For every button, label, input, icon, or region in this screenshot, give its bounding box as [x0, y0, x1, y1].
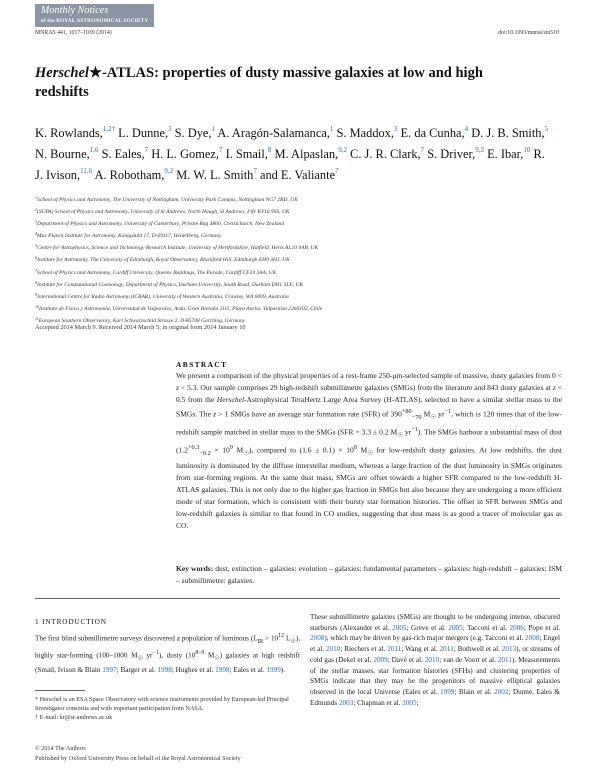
intro-right-column: These submillimetre galaxies (SMGs) are thought to be undergoing intense, obscured starbursts (Alexander et al. 2005; Greve et al. 2005; Tacconi et al. 2006; Pope et al. 2008), which may be driven by gas-rich major mergers (e.g. Tacconi et al. 2008; Engel et al. 2010; Riechers et al. 2011; Wang et al. 2011; Bothwell et al. 2013), or streams of cold gas (Dekel et al. 2009; Davé et al. 2010; van de Voort et al. 2011). Measurements of the stellar masses, star formation histories (SFHs) and clustering properties of SMGs indicate that they may be the progenitors of massive elliptical galaxies observed in the local Universe (Eales et al. 1999; Blain et al. 2002; Dunne, Eales & Edmunds 2003; Chapman et al. 2005;: [310, 613, 560, 707]
affiliation-text: International Centre for Radio Astronomy (ICRAR), University of Western Australia, Crawley, WA 6009, Australia: [37, 293, 289, 300]
intro-left-column: The first blind submillimetre surveys discovered a population of luminous ($L_{IR} > 10^{12}$ $L_☉$), highly star-forming (100–1000 $M_☉$ $yr^{-1}$), dusty (10$^{8-9}$ $M_☉$) galaxies at high redshift (Smail, Ivison & Blain 1997; Barger et al. 1998; Hughes et al. 1998; Eales et al. 1999).: [35, 633, 300, 675]
author-name: E. da Cunha,: [397, 126, 465, 140]
author-name: I. Smail,: [222, 147, 268, 162]
author-name: A. Robotham,: [92, 168, 165, 183]
journal-logo-subtitle: of the ROYAL ASTRONOMICAL SOCIETY: [41, 18, 149, 24]
copyright-line-2: Published by Oxford University Press on behalf of the Royal Astronomical Society: [35, 754, 241, 762]
author-name: N. Bourne,: [35, 147, 90, 162]
affiliation-text: Department of Physics and Astronomy, University of Canterbury, Private Bag 4800, Christchurch, New Zealand: [37, 221, 285, 228]
author-name: C. J. R. Clark,: [346, 147, 421, 162]
accepted-dates: Accepted 2014 March 9. Received 2014 March 5; in original form 2014 January 10: [35, 324, 246, 331]
copyright: [35, 744, 241, 763]
copyright-line-1: © 2014 The Authors: [35, 745, 86, 752]
doi[interactable]: doi:10.1093/mnras/stu510: [498, 30, 559, 36]
affiliation-text: Institute for Astronomy, The University of Edinburgh, Royal Observatory, Blackford Hill, Edinburgh EH9 3HJ, UK: [37, 257, 290, 264]
title-herschel: Herschel: [35, 65, 89, 81]
citation: MNRAS 441, 1017–1039 (2014): [35, 30, 112, 36]
affiliation-line: [35, 229, 560, 241]
affiliation-text: Centre for Astrophysics, Science and Technology Research Institute, University of Hertfordshire, Hatfield, Herts AL10 9AB, UK: [37, 245, 319, 252]
affiliation-line: [35, 253, 560, 265]
affiliation-number: 2: [35, 207, 37, 213]
affiliation-number: 3: [35, 219, 37, 225]
author-affiliation-marker[interactable]: 7: [144, 146, 149, 155]
author-affiliation-marker[interactable]: 1,2†: [102, 125, 116, 133]
affiliation-text: (SUPA) School of Physics and Astronomy, University of St Andrews, North Haugh, St Andrews, Fife KY16 9SS, UK: [37, 209, 290, 216]
author-name: M. Alpaslan,: [271, 147, 339, 162]
footnote-rule: [35, 690, 85, 691]
author-affiliation-marker[interactable]: 1: [329, 125, 334, 133]
author-affiliation-marker[interactable]: 7: [420, 146, 425, 155]
author-affiliation-marker[interactable]: 4: [464, 125, 469, 133]
abstract-text: We present a comparison of the physical properties of a rest-frame 250-μm-selected sample of massive, dusty galaxies from 0 < z < 5.3. Our sample comprises 29 high-redshift submillimetre galaxies (SMGs) from the literature and 843 dusty galaxies at z < 0.5 from the Herschel-Astrophysical TeraHertz Large Area Survey (H-ATLAS), selected to have a similar stellar mass to the SMGs. The z > 1 SMGs have an average star formation rate (SFR) of $390^{+80}_{-70}$ $M_☉$ $yr^{-1}$, which is 120 times that of the low-redshift sample matched in stellar mass to the SMGs (SFR = 3.3 ± 0.2 $M_☉$ $yr^{-1}$). The SMGs harbour a substantial mass of dust ($1.2^{+0.3}_{-0.2} \times 10^9$ $M_☉$), compared to $(1.6 \pm 0.1) \times 10^8$ $M_☉$ for low-redshift dusty galaxies. At low redshifts, the dust luminosity is dominated by the diffuse interstellar medium, whereas a large fraction of the dust luminosity in SMGs originates from star-forming regions. At the same dust mass, SMGs are offset towards a higher SFR compared to the low-redshift H-ATLAS galaxies. This is not only due to the higher gas fraction in SMGs but also because they are undergoing a more efficient mode of star formation, which is consistent with their bursty star formation histories. The offset in SFR between SMGs and low-redshift galaxies is similar to that found in CO studies, suggesting that dust mass is as good a tracer of molecular gas as CO.: [176, 371, 563, 531]
footnotes: [35, 695, 300, 722]
author-affiliation-marker[interactable]: 10: [523, 146, 531, 155]
author-affiliation-marker[interactable]: 9,2: [475, 146, 484, 155]
title-rest: -ATLAS: properties of dusty massive galaxies at low and high redshifts: [35, 65, 483, 100]
author-affiliation-marker[interactable]: 1,6: [89, 146, 99, 155]
author-affiliation-marker[interactable]: 7: [253, 167, 257, 176]
keywords: [176, 563, 562, 587]
author-name: D. J. B. Smith,: [468, 126, 545, 140]
author-name: S. Eales,: [98, 147, 145, 162]
affiliation-line: [35, 193, 560, 205]
affiliation-text: Institute for Computational Cosmology, Department of Physics, Durham University, South Road, Durham DH1 3LE, UK: [37, 281, 304, 288]
keywords-text: dust, extinction – galaxies: evolution – galaxies: fundamental parameters – galaxies: high-redshift – galaxies: ISM – submillimetre: galaxies.: [176, 564, 562, 585]
author-name: S. Driver,: [424, 147, 476, 162]
affiliation-line: [35, 205, 560, 217]
author-name: L. Dunne,: [115, 126, 169, 140]
paper-title: [35, 64, 535, 102]
section-divider: [35, 598, 560, 599]
affiliation-text: European Southern Observatory, Karl Schwarzschild Strasse 2, D-85748 Garching, Germany: [38, 317, 246, 324]
affiliation-number: 11: [35, 315, 39, 321]
author-affiliation-marker[interactable]: 1: [211, 125, 215, 133]
intro-heading: 1 INTRODUCTION: [35, 617, 107, 626]
footnote-email[interactable]: † E-mail: kr@st-andrews.ac.uk: [35, 714, 113, 722]
affiliation-line: [35, 266, 560, 278]
author-name: and E. Valiante: [256, 168, 336, 183]
affiliation-number: 9: [35, 291, 37, 297]
author-affiliation-marker[interactable]: 3: [168, 125, 172, 133]
keywords-label: Key words:: [176, 564, 214, 573]
author-affiliation-marker[interactable]: 3: [394, 125, 398, 133]
author-affiliation-marker[interactable]: 7: [218, 146, 223, 155]
author-affiliation-marker[interactable]: 8: [267, 146, 272, 155]
affiliation-number: 7: [35, 267, 37, 273]
author-name: S. Dye,: [171, 126, 212, 140]
affiliation-number: 8: [35, 279, 37, 285]
affiliation-number: 6: [35, 255, 37, 261]
affiliation-number: 4: [35, 231, 37, 237]
author-affiliation-marker[interactable]: 7: [335, 167, 339, 176]
author-name: S. Maddox,: [333, 126, 395, 140]
journal-logo-title: Monthly Notices: [41, 5, 109, 16]
author-list: [35, 121, 555, 185]
author-name: E. Ibar,: [484, 147, 524, 162]
author-affiliation-marker[interactable]: 9,2: [164, 167, 174, 176]
affiliation-number: 10: [35, 303, 39, 309]
affiliation-number: 5: [35, 243, 37, 249]
affiliation-text: Instituto de Física y Astronomía, Universidad de Valparaíso, Avda. Gran Bretaña 1111, Playa Ancha, Valparaíso 2360102, Chile: [39, 305, 323, 312]
affiliation-line: [35, 217, 560, 229]
author-affiliation-marker[interactable]: 11,6: [80, 167, 93, 176]
author-name: A. Aragón-Salamanca,: [215, 126, 330, 140]
abstract-heading: ABSTRACT: [176, 360, 228, 369]
affiliation-text: School of Physics and Astronomy, The University of Nottingham, University Park Campus, Nottingham NG7 2RD, UK: [37, 197, 298, 203]
affiliation-number: 1: [35, 195, 37, 200]
affiliation-line: [35, 278, 560, 290]
affiliation-text: School of Physics and Astronomy, Cardiff University, Queens Buildings, The Parade, Cardiff CF24 3AA, UK: [37, 269, 277, 276]
title-star: ★: [88, 65, 102, 81]
affiliations: [35, 193, 560, 326]
affiliation-line: [35, 241, 560, 253]
author-name: H. L. Gomez,: [148, 147, 219, 162]
author-name: R. J. Ivison,: [35, 147, 545, 183]
author-name: M. W. L. Smith: [173, 168, 254, 183]
footnote-herschel: * Herschel is an ESA Space Observatory with science instruments provided by European-led Principal Investigator consortia and with important participation from NASA.: [35, 696, 289, 713]
affiliation-line: [35, 290, 560, 302]
author-affiliation-marker[interactable]: 9,2: [338, 146, 347, 155]
author-name: K. Rowlands,: [35, 126, 103, 140]
affiliation-line: [35, 302, 560, 314]
journal-logo: [35, 4, 154, 27]
author-affiliation-marker[interactable]: 5: [544, 125, 549, 133]
affiliation-text: Max Planck Institute for Astronomy, Konigstuhl 17, D-69117, Heidelberg, Germany: [37, 233, 222, 240]
